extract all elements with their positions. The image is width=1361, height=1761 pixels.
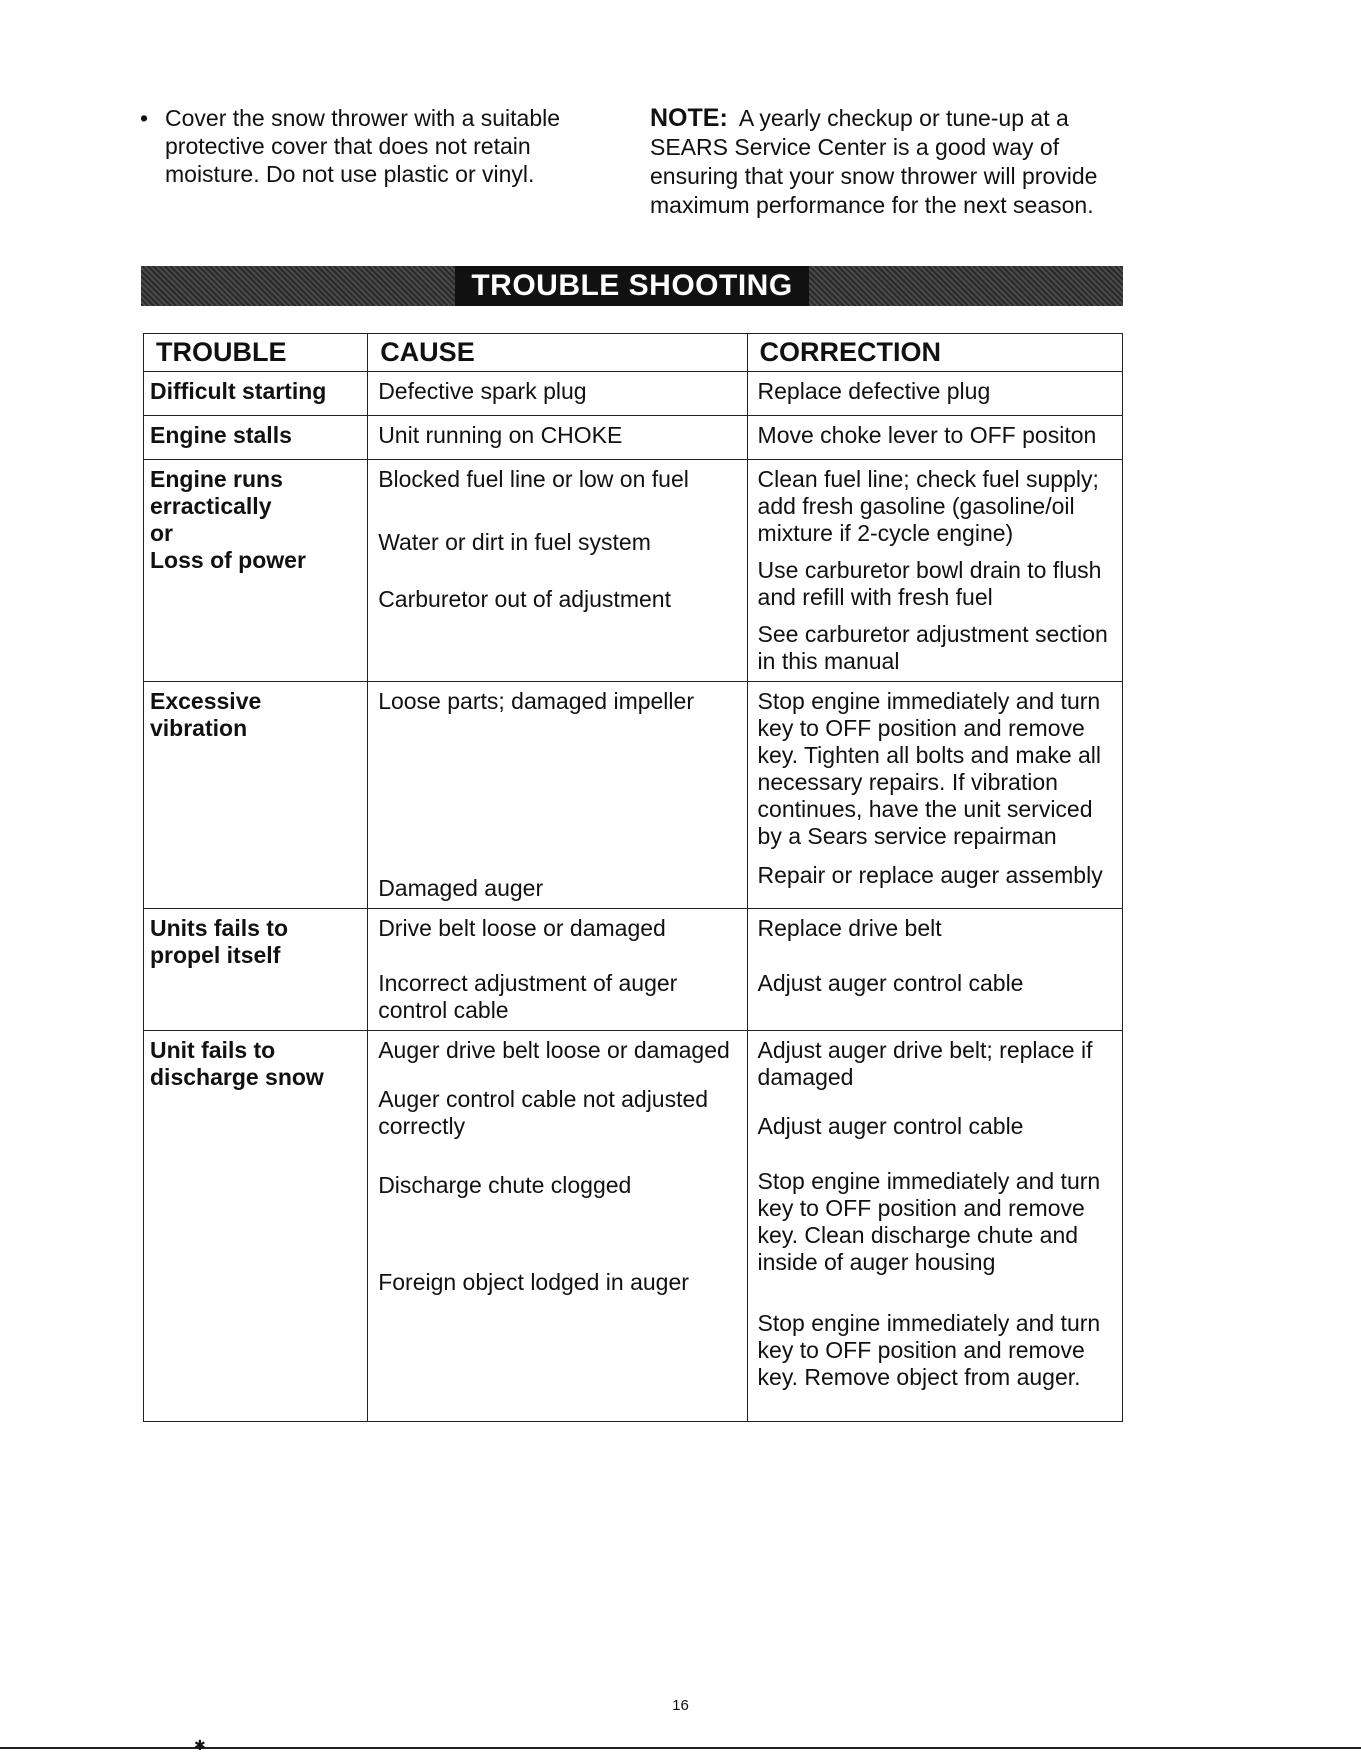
cause-text: Unit running on CHOKE (378, 422, 623, 448)
trouble-text: Loss of power (150, 547, 306, 573)
table-row (144, 372, 1123, 416)
note-label: NOTE: (650, 104, 728, 132)
table-row (144, 416, 1123, 460)
cause-text: Water or dirt in fuel system (378, 529, 651, 555)
correction-text: Repair or replace auger assembly (757, 862, 1103, 888)
troubleshooting-table (143, 333, 1123, 1422)
correction-cell (747, 1031, 1122, 1422)
cause-text: Drive belt loose or damaged (378, 915, 666, 941)
trouble-text: Engine stalls (150, 422, 292, 448)
correction-text: See carburetor adjustment section in this manual (757, 621, 1108, 674)
correction-text: Stop engine immediately and turn key to OFF position and remove key. Clean discharge chute and inside of auger housing (757, 1168, 1101, 1275)
storage-tip (140, 104, 610, 188)
trouble-cell (144, 909, 368, 1031)
trouble-text: Unit fails to discharge snow (150, 1037, 324, 1090)
trouble-text: Engine runs erractically (150, 466, 283, 519)
cause-text: Defective spark plug (378, 378, 587, 404)
storage-tip-text: Cover the snow thrower with a suitable protective cover that does not retain moisture. Do not use plastic or vinyl. (165, 105, 561, 187)
trouble-text: Excessive vibration (150, 688, 262, 741)
correction-text: Stop engine immediately and turn key to OFF position and remove key. Tighten all bolts and make all necessary repairs. If vibration continues, have the unit serviced by a Sears service repairman (757, 688, 1102, 849)
correction-text: Use carburetor bowl drain to flush and refill with fresh fuel (757, 557, 1102, 610)
cause-cell (368, 460, 747, 682)
correction-cell (747, 682, 1122, 909)
cause-text: Incorrect adjustment of auger control cable (378, 970, 678, 1023)
trouble-text: Units fails to propel itself (150, 915, 289, 968)
trouble-text: or (150, 520, 173, 546)
cause-cell (368, 682, 747, 909)
table-row (144, 909, 1123, 1031)
correction-cell (747, 909, 1122, 1031)
cause-text: Loose parts; damaged impeller (378, 688, 694, 714)
cause-text: Foreign object lodged in auger (378, 1269, 689, 1295)
trouble-text: Difficult starting (150, 378, 327, 404)
table-body (144, 372, 1123, 1422)
correction-text: Replace defective plug (757, 378, 991, 404)
section-title: TROUBLE SHOOTING (455, 266, 808, 306)
correction-text: Replace drive belt (757, 915, 942, 941)
cause-cell (368, 416, 747, 460)
correction-cell (747, 460, 1122, 682)
correction-text: Move choke lever to OFF positon (757, 422, 1097, 448)
page-number: 16 (672, 1697, 689, 1714)
scan-mark-icon: ✱ (194, 1737, 206, 1753)
header-correction: CORRECTION (747, 334, 1122, 372)
trouble-cell (144, 682, 368, 909)
cause-text: Discharge chute clogged (378, 1172, 632, 1198)
trouble-cell (144, 460, 368, 682)
correction-cell (747, 416, 1122, 460)
trouble-cell (144, 1031, 368, 1422)
cause-cell (368, 1031, 747, 1422)
table-row (144, 682, 1123, 909)
cause-cell (368, 372, 747, 416)
cause-text: Auger drive belt loose or damaged (378, 1037, 730, 1063)
cause-text: Carburetor out of adjustment (378, 586, 671, 612)
table-header-row (144, 334, 1123, 372)
maintenance-note (650, 104, 1120, 220)
table-row (144, 460, 1123, 682)
correction-cell (747, 372, 1122, 416)
table-row (144, 1031, 1123, 1422)
cause-text: Auger control cable not adjusted correctly (378, 1086, 709, 1139)
section-banner (141, 266, 1123, 306)
cause-text: Blocked fuel line or low on fuel (378, 466, 689, 492)
correction-text: Adjust auger drive belt; replace if damaged (757, 1037, 1093, 1090)
correction-text: Adjust auger control cable (757, 970, 1024, 996)
header-cause: CAUSE (368, 334, 747, 372)
cause-text: Damaged auger (378, 875, 544, 901)
correction-text: Adjust auger control cable (757, 1113, 1024, 1139)
trouble-cell (144, 416, 368, 460)
correction-text: Stop engine immediately and turn key to OFF position and remove key. Remove object from auger. (757, 1310, 1101, 1390)
correction-text: Clean fuel line; check fuel supply; add fresh gasoline (gasoline/oil mixture if 2-cycle engine) (757, 466, 1099, 546)
bullet-icon: • (140, 105, 149, 131)
trouble-cell (144, 372, 368, 416)
cause-cell (368, 909, 747, 1031)
header-trouble: TROUBLE (144, 334, 368, 372)
note-text: A yearly checkup or tune-up at a SEARS Service Center is a good way of ensuring that your snow thrower will provide maximum performance for the next season. (650, 105, 1098, 218)
